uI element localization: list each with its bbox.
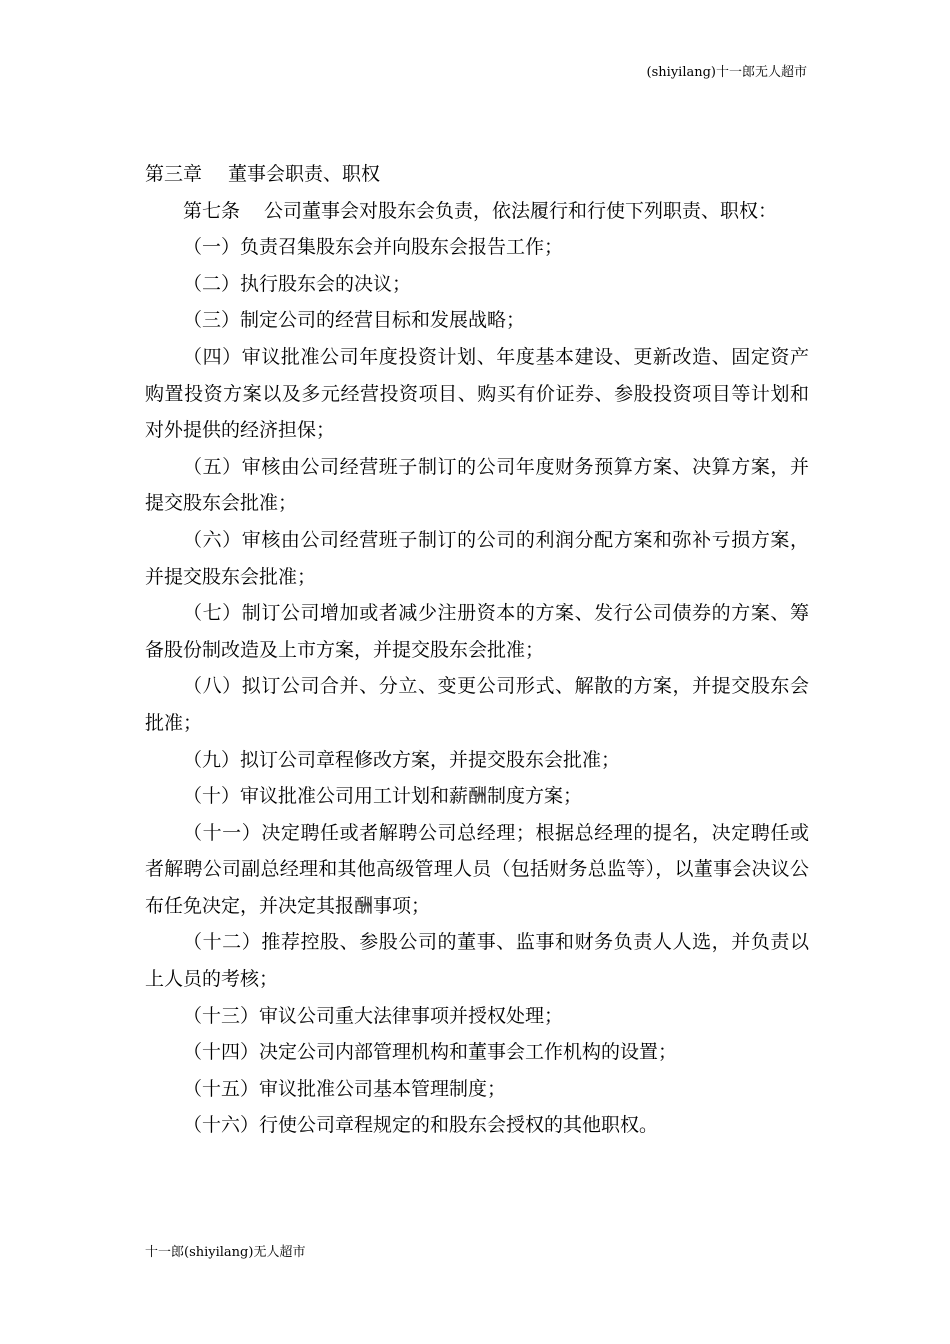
list-item: （六）审核由公司经营班子制订的公司的利润分配方案和弥补亏损方案，并提交股东会批准； (145, 528, 809, 588)
duties-list (145, 229, 809, 1144)
article-text: 公司董事会对股东会负责，依法履行和行使下列职责、职权： (264, 199, 778, 222)
list-item: （九）拟订公司章程修改方案，并提交股东会批准； (183, 748, 621, 771)
article-number: 第七条 (183, 199, 241, 222)
page-footer: 十一郎(shiyilang)无人超市 (145, 1245, 306, 1260)
article-paragraph (145, 193, 809, 230)
list-item: （一）负责召集股东会并向股东会报告工作； (183, 236, 564, 259)
list-item: （十一）决定聘任或者解聘公司总经理；根据总经理的提名，决定聘任或者解聘公司副总经理和其他高级管理人员（包括财务总监等），以董事会决议公布任免决定，并决定其报酬事项； (145, 821, 809, 917)
chapter-number: 第三章 (145, 163, 203, 185)
document-body (145, 156, 809, 1144)
list-item: （十四）决定公司内部管理机构和董事会工作机构的设置； (183, 1041, 678, 1064)
list-item: （七）制订公司增加或者减少注册资本的方案、发行公司债券的方案、筹备股份制改造及上市方案，并提交股东会批准； (145, 602, 809, 661)
list-item: （三）制定公司的经营目标和发展战略； (183, 309, 526, 332)
list-item: （十三）审议公司重大法律事项并授权处理； (183, 1004, 564, 1027)
chapter-title: 董事会职责、职权 (228, 163, 381, 185)
list-item: （十五）审议批准公司基本管理制度； (183, 1077, 507, 1100)
list-item: （十六）行使公司章程规定的和股东会授权的其他职权。 (183, 1114, 659, 1137)
list-item: （八）拟订公司合并、分立、变更公司形式、解散的方案，并提交股东会批准； (145, 675, 809, 734)
page-header: (shiyilang)十一郎无人超市 (646, 65, 807, 80)
list-item: （十二）推荐控股、参股公司的董事、监事和财务负责人人选，并负责以上人员的考核； (145, 931, 809, 991)
chapter-heading (145, 156, 809, 193)
list-item: （五）审核由公司经营班子制订的公司年度财务预算方案、决算方案，并提交股东会批准； (145, 455, 809, 515)
list-item: （十）审议批准公司用工计划和薪酬制度方案； (183, 785, 583, 808)
list-item: （四）审议批准公司年度投资计划、年度基本建设、更新改造、固定资产购置投资方案以及多元经营投资项目、购买有价证券、参股投资项目等计划和对外提供的经济担保； (145, 345, 809, 442)
list-item: （二）执行股东会的决议； (183, 272, 412, 295)
